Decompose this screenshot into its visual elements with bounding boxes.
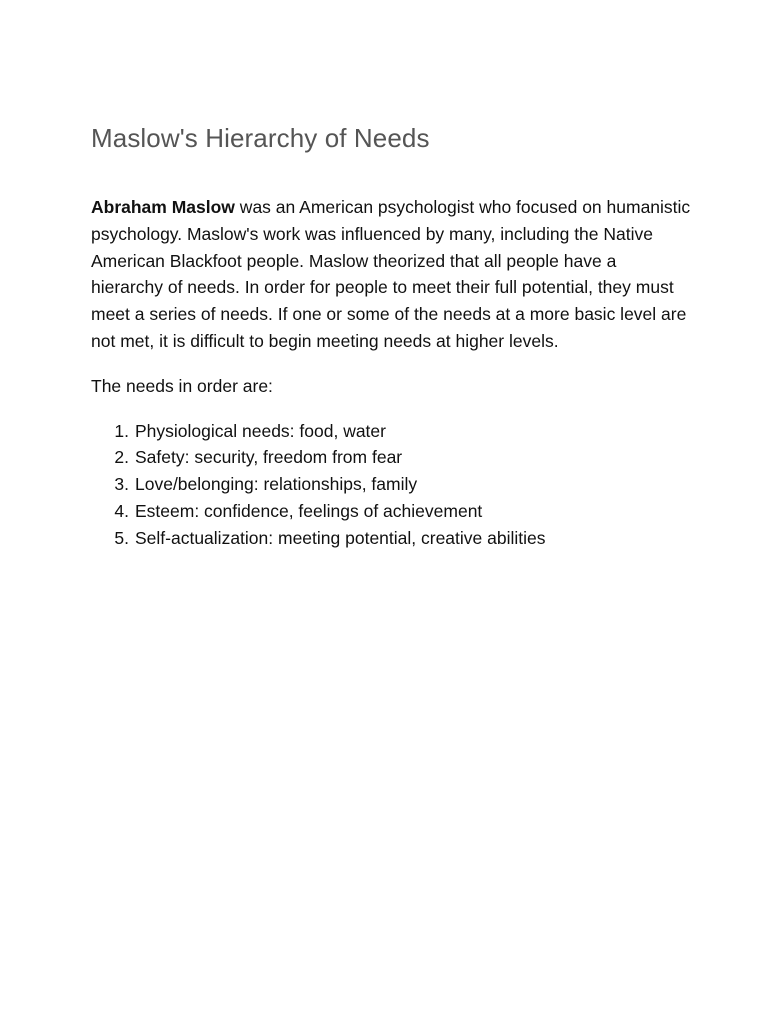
- list-item: [91, 444, 691, 471]
- list-item-text: Self-actualization: meeting potential, creative abilities: [135, 527, 546, 548]
- list-item: [91, 525, 691, 552]
- needs-list: [91, 418, 691, 552]
- intro-text: was an American psychologist who focused on humanistic psychology. Maslow's work was influenced by many, including the Native American Blackfoot people. Maslow theorized that all people have a hierarchy of needs. In order for people to meet their full potential, they must meet a series of needs. If one or some of the needs at a more basic level are not met, it is difficult to begin meeting needs at higher levels.: [91, 197, 691, 351]
- list-item-number: 5.: [114, 527, 129, 548]
- list-item: [91, 471, 691, 498]
- list-item: [91, 498, 691, 525]
- intro-bold-name: Abraham Maslow: [91, 197, 235, 217]
- intro-paragraph: [91, 194, 691, 355]
- list-item-number: 2.: [114, 447, 129, 468]
- list-item-number: 4.: [114, 500, 129, 521]
- document-page: [91, 120, 691, 552]
- list-item-text: Physiological needs: food, water: [135, 420, 386, 441]
- list-item-text: Safety: security, freedom from fear: [135, 447, 403, 468]
- list-item: [91, 418, 691, 445]
- list-item-number: 1.: [114, 420, 129, 441]
- list-item-text: Love/belonging: relationships, family: [135, 474, 418, 495]
- list-item-text: Esteem: confidence, feelings of achievement: [135, 500, 483, 521]
- page-title: Maslow's Hierarchy of Needs: [91, 123, 430, 153]
- list-item-number: 3.: [114, 474, 129, 495]
- needs-lead-text: The needs in order are:: [91, 375, 273, 396]
